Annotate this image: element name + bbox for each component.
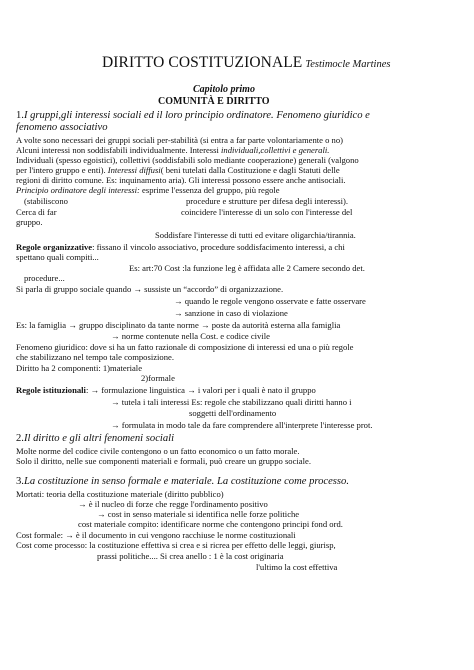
s1-bold-text: Regole istituzionali [16,385,86,395]
s3-line: Cost formale: → è il documento in cui vengono racchiuse le norme costituzionali [16,530,296,540]
section-1-heading-line-2: fenomeno associativo [16,122,108,133]
chapter-title: COMUNITÀ E DIRITTO [158,96,270,107]
s1-line [16,242,345,252]
section-3-number: 3. [16,476,24,487]
s1-line: gruppo. [16,217,43,227]
s1-text: : fissano il vincolo associativo, procedure soddisfacimento interessi, a chi [92,242,345,252]
s1-line: → formulata in modo tale da fare comprendere all'interprete l'interesse prot. [111,420,373,430]
s1-line: 2)formale [141,373,175,383]
section-1-heading [16,110,370,122]
s1-line: Si parla di gruppo sociale quando → sussiste un “accordo” di organizzazione. [16,284,284,294]
s1-line: che stabilizzano nel tempo tale composizione. [16,352,174,362]
chapter-label: Capitolo primo [193,84,255,95]
title-main: DIRITTO COSTITUZIONALE [102,54,303,71]
s1-text: per l'intero gruppo e enti). [16,165,108,175]
s1-italic-text: Interessi diffusi [107,165,161,175]
s1-line: Cerca di far [16,207,57,217]
s1-line: Diritto ha 2 componenti: 1)materiale [16,363,143,373]
s3-line: Cost come processo: la costituzione effettiva si crea e si ricrea per effetto delle leggi, giurisp, [16,540,336,550]
s1-line [16,145,329,155]
section-1-heading-cont [16,122,108,134]
s1-line: Es: la famiglia → gruppo disciplinato da tante norme → poste da autorità esterna alla famiglia [16,320,341,330]
s1-text: ( beni tutelati dalla Costituzione e dagli Statuti delle [160,165,340,175]
s3-line: prassi politiche.... Si crea anello : 1 è la cost originaria [97,551,284,561]
s3-line: Mortati: teoria della costituzione materiale (diritto pubblico) [16,489,224,499]
s1-text: : → formulazione linguistica → i valori per i quali è nato il gruppo [85,385,316,395]
s1-bold-text: Regole organizzative [16,242,93,252]
s1-line [16,385,316,395]
s3-line: l'ultimo la cost effettiva [256,562,338,572]
s1-line [16,165,340,175]
s1-line: Es: art:70 Cost :la funzione leg è affidata alle 2 Camere secondo det. [129,263,365,273]
s1-line: soggetti dell'ordinamento [189,408,277,418]
s1-italic-text: Principio ordinatore degli interessi: [16,185,140,195]
section-2-number: 2. [16,433,24,444]
s1-line: spettano quali compiti... [16,252,99,262]
s1-italic-text: individuali,collettivi e generali. [221,145,330,155]
s3-line: cost materiale compito: identificare norme che contengono principi fond ord. [78,519,343,529]
s2-line: Solo il diritto, nelle sue componenti materiali e formali, può creare un gruppo sociale. [16,456,311,466]
section-3-heading-text: La costituzione in senso formale e materiale. La costituzione come processo. [23,476,349,487]
s2-line: Molte norme del codice civile contengono o un fatto economico o un fatto morale. [16,446,300,456]
s1-line: procedure... [24,273,65,283]
section-2-heading-text: Il diritto e gli altri fenomeni sociali [23,433,175,444]
s1-line: coincidere l'interesse di un solo con l'interesse del [181,207,353,217]
s1-line: → tutela i tali interessi Es: regole che stabilizzano quali diritti hanno i [111,397,352,407]
s1-text: esprime l'essenza del gruppo, più regole [139,185,280,195]
s1-line: Soddisfare l'interesse di tutti ed evitare oligarchia/tirannia. [155,230,356,240]
s1-line: A volte sono necessari dei gruppi sociali per-stabilità (si entra a far parte volontariamente o no) [16,135,343,145]
s1-line [16,185,280,195]
s1-line: procedure e strutture per difesa degli interessi). [186,196,349,206]
section-2-heading [16,433,174,445]
s3-line: → cost in senso materiale si identifica nelle forze politiche [97,509,300,519]
s1-line: regioni di diritto comune. Es: inquinamento aria). Gli interessi possono essere anche antisociali. [16,175,346,185]
document-title [102,54,390,72]
section-1-heading-line-1: I gruppi,gli interessi sociali ed il loro principio ordinatore. Fenomeno giuridico e [23,110,370,121]
title-author: Testimocle Martines [305,59,391,70]
s1-line: (stabiliscono [24,196,68,206]
s3-line: → è il nucleo di forze che regge l'ordinamento positivo [78,499,268,509]
s1-line: → sanzione in caso di violazione [174,308,288,318]
s1-line: → norme contenute nella Cost. e codice civile [111,331,270,341]
s1-line: → quando le regole vengono osservate e fatte osservare [174,296,366,306]
s1-line: Individuali (spesso egoistici), collettivi (soddisfabili solo mediante cooperazione) generali (valgono [16,155,359,165]
section-3-heading [16,476,349,488]
s1-text: Alcuni interessi non soddisfabili individualmente. Interessi [16,145,219,155]
s1-line: Fenomeno giuridico: dove si ha un fatto razionale di composizione di interessi ed una o più regole [16,342,354,352]
section-1-number: 1. [16,110,24,121]
